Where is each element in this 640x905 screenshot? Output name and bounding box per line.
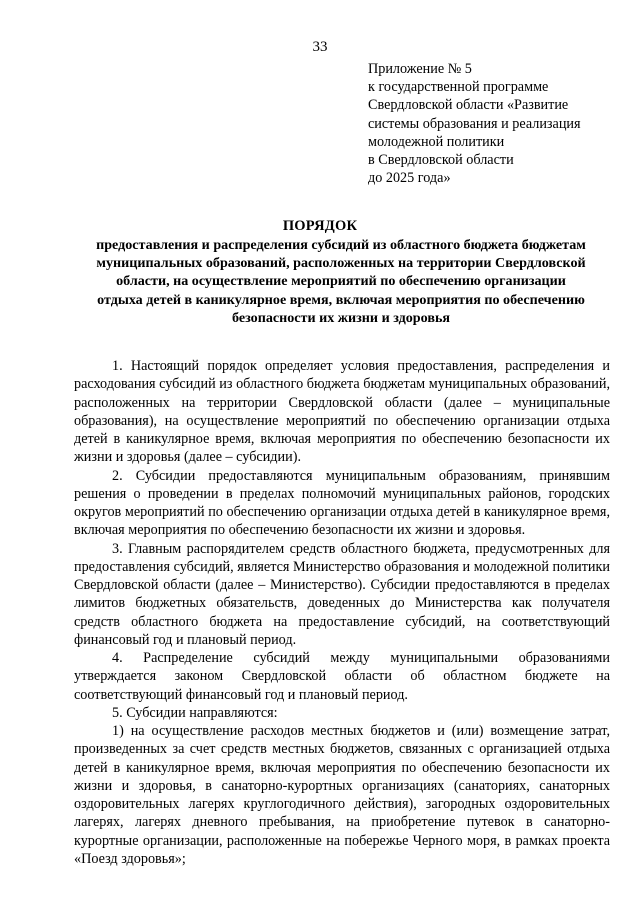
paragraph-2: 2. Субсидии предоставляются муниципальным образованиям, принявшим решения о проведении в пределах полномочий муниципальных районов, городских округов мероприятий по обеспечению организации отдыха детей в каникулярное время, включая мероприятия по обеспечению безопасности их жизни и здоровья. <box>74 467 610 539</box>
annex-line: Приложение № 5 <box>368 61 472 77</box>
paragraph-5-1: 1) на осуществление расходов местных бюджетов и (или) возмещение затрат, произведенных за счет средств местных бюджетов, связанных с организацией отдыха детей в каникулярное время, включая мероприятия по обеспечению безопасности их жизни и здоровья, в санаторно-курортных организациях (санаториях, санаторных оздоровительных лагерях круглогодичного действия), загородных оздоровительных лагерях, лагерях дневного пребывания, на приобретение путевок в санаторно-курортные организации, расположенные на побережье Черного моря, в рамках проекта «Поезд здоровья»; <box>74 723 610 867</box>
annex-header <box>368 60 618 187</box>
paragraph-3: 3. Главным распорядителем средств областного бюджета, предусмотренных для предоставления субсидий, является Министерство образования и молодежной политики Свердловской области (далее – Министерство). Субсидии предоставляются в пределах лимитов бюджетных обязательств, доведенных до Министерства как получателя средств областного бюджета на предоставление субсидий, на соответствующий финансовый год и плановый период. <box>74 540 610 648</box>
annex-line: в Свердловской области <box>368 152 514 169</box>
paragraph-5: 5. Субсидии направляются: <box>112 704 278 721</box>
page-number: 33 <box>312 39 328 55</box>
annex-line: молодежной политики <box>368 133 505 150</box>
annex-line: до 2025 года» <box>368 170 451 187</box>
paragraph-1: 1. Настоящий порядок определяет условия предоставления, распределения и расходования субсидий из областного бюджета бюджетам муниципальных образований, расположенных на территории Свердловской области (далее – муниципальные образования), на осуществление мероприятий по обеспечению организации отдыха детей в каникулярное время, включая мероприятия по обеспечению безопасности их жизни и здоровья (далее – субсидии). <box>74 358 610 466</box>
document-title: ПОРЯДОК <box>282 218 358 234</box>
paragraph-4: 4. Распределение субсидий между муниципальными образованиями утверждается законом Свердловской области об областном бюджете на соответствующий финансовый год и плановый период. <box>74 650 610 703</box>
subtitle-line: отдыха детей в каникулярное время, включая мероприятия по обеспечению <box>97 291 585 308</box>
subtitle-line: предоставления и распределения субсидий из областного бюджета бюджетам <box>96 237 586 253</box>
document-subtitle <box>74 236 608 327</box>
subtitle-line: области, на осуществление мероприятий по обеспечению организации <box>116 273 566 290</box>
annex-line: системы образования и реализация <box>368 115 581 132</box>
annex-line: к государственной программе <box>368 79 549 96</box>
document-body <box>74 357 610 868</box>
subtitle-line: муниципальных образований, расположенных на территории Свердловской <box>96 255 586 272</box>
annex-line: Свердловской области «Развитие <box>368 97 569 114</box>
subtitle-line: безопасности их жизни и здоровья <box>231 309 451 326</box>
